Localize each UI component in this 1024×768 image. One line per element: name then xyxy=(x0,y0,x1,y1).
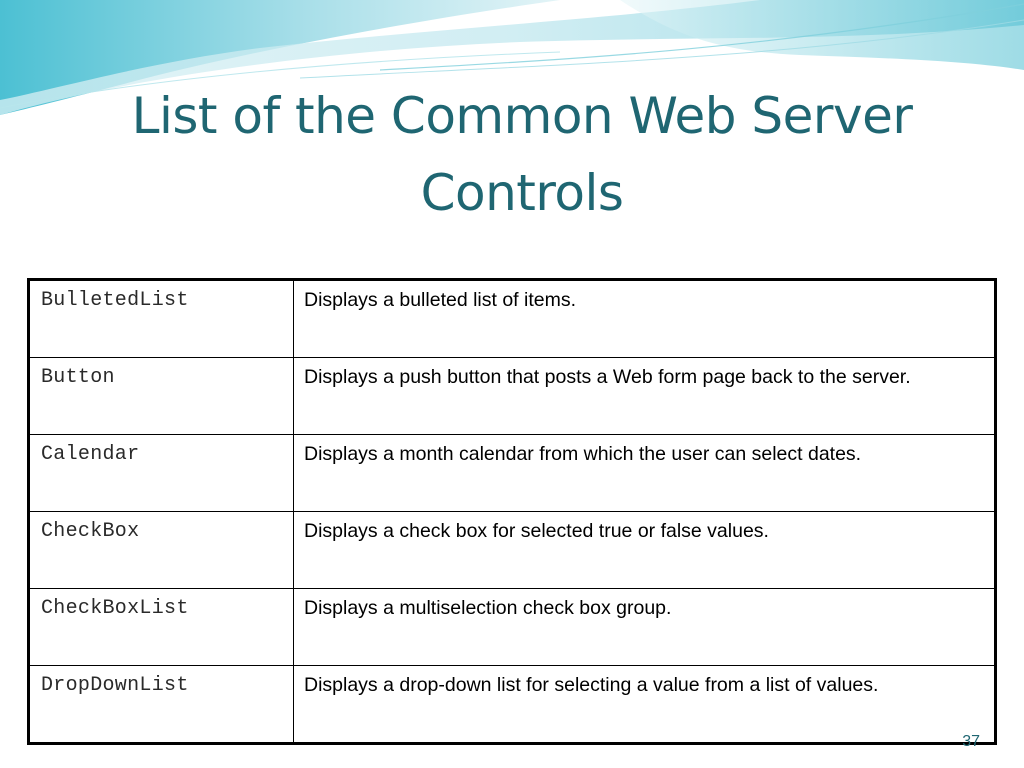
table-row xyxy=(29,435,996,512)
table-row xyxy=(29,589,996,666)
control-description-cell: Displays a push button that posts a Web form page back to the server. xyxy=(294,358,996,435)
control-name-cell: CheckBox xyxy=(29,512,294,589)
control-description-cell: Displays a month calendar from which the user can select dates. xyxy=(294,435,996,512)
control-description-cell: Displays a check box for selected true or false values. xyxy=(294,512,996,589)
control-description-cell: Displays a multiselection check box group. xyxy=(294,589,996,666)
table-row xyxy=(29,358,996,435)
control-name-cell: CheckBoxList xyxy=(29,589,294,666)
table-row xyxy=(29,512,996,589)
control-name-cell: DropDownList xyxy=(29,666,294,744)
control-name-cell: Button xyxy=(29,358,294,435)
control-name-cell: BulletedList xyxy=(29,280,294,358)
control-name-cell: Calendar xyxy=(29,435,294,512)
control-description-cell: Displays a bulleted list of items. xyxy=(294,280,996,358)
controls-table xyxy=(27,278,997,745)
table-row xyxy=(29,666,996,744)
table-row xyxy=(29,280,996,358)
control-description-cell: Displays a drop-down list for selecting a value from a list of values. xyxy=(294,666,996,744)
page-number: 37 xyxy=(962,733,980,750)
slide-title: List of the Common Web Server Controls xyxy=(131,87,913,222)
